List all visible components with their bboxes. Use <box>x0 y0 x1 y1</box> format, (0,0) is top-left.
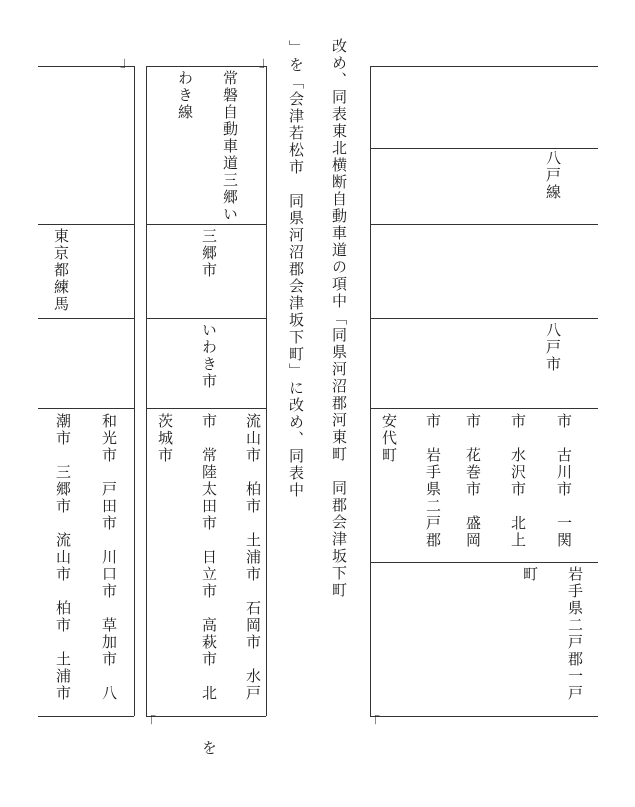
right-col-d: 市 岩手県二戸郡 <box>424 413 442 549</box>
body-text-line-1: 改め、同表東北横断自動車道の項中「同県河沼郡河東町 同郡会津坂下町 <box>330 38 348 599</box>
city-hachinohe: 八戸市 <box>544 322 562 373</box>
middle-table-close-bracket: 」 <box>259 55 273 71</box>
route-name-joban-line-a: 常磐自動車道三郷い <box>221 70 239 223</box>
right-col-c: 市 花巻市 盛岡 <box>464 413 482 549</box>
middle-table-open-bracket: 「 <box>142 715 156 731</box>
city-iwaki: いわき市 <box>200 322 218 390</box>
left-col-a: 和光市 戸田市 川口市 草加市 八 <box>100 413 118 702</box>
right-col-e: 安代町 <box>380 413 398 464</box>
body-text-line-2: 」を「会津若松市 同県河沼郡会津坂下町」に改め、同表中 <box>287 40 305 499</box>
route-name-hachinohe-line: 八戸線 <box>544 150 562 201</box>
left-col-b: 潮市 三郷市 流山市 柏市 土浦市 <box>54 413 72 702</box>
right-col-b-tail: 町 <box>521 566 539 583</box>
right-col-b: 市 水沢市 北上 <box>509 413 527 549</box>
particle-wo: を <box>200 740 218 757</box>
middle-col-a: 流山市 柏市 土浦市 石岡市 水戸 <box>244 413 262 702</box>
right-col-a: 市 古川市 一関 <box>555 413 573 549</box>
middle-col-b: 市 常陸太田市 日立市 高萩市 北 <box>200 413 218 702</box>
right-col-a-tail: 岩手県二戸郡一戸 <box>566 566 584 702</box>
city-misato: 三郷市 <box>200 228 218 279</box>
left-table-close-bracket: 」 <box>120 55 134 71</box>
right-table-open-bracket: 「 <box>366 715 380 731</box>
middle-col-c: 茨城市 <box>156 413 174 464</box>
pref-tokyo-nerima: 東京都練馬 <box>52 228 70 313</box>
route-name-joban-line-b: わき線 <box>176 70 194 121</box>
